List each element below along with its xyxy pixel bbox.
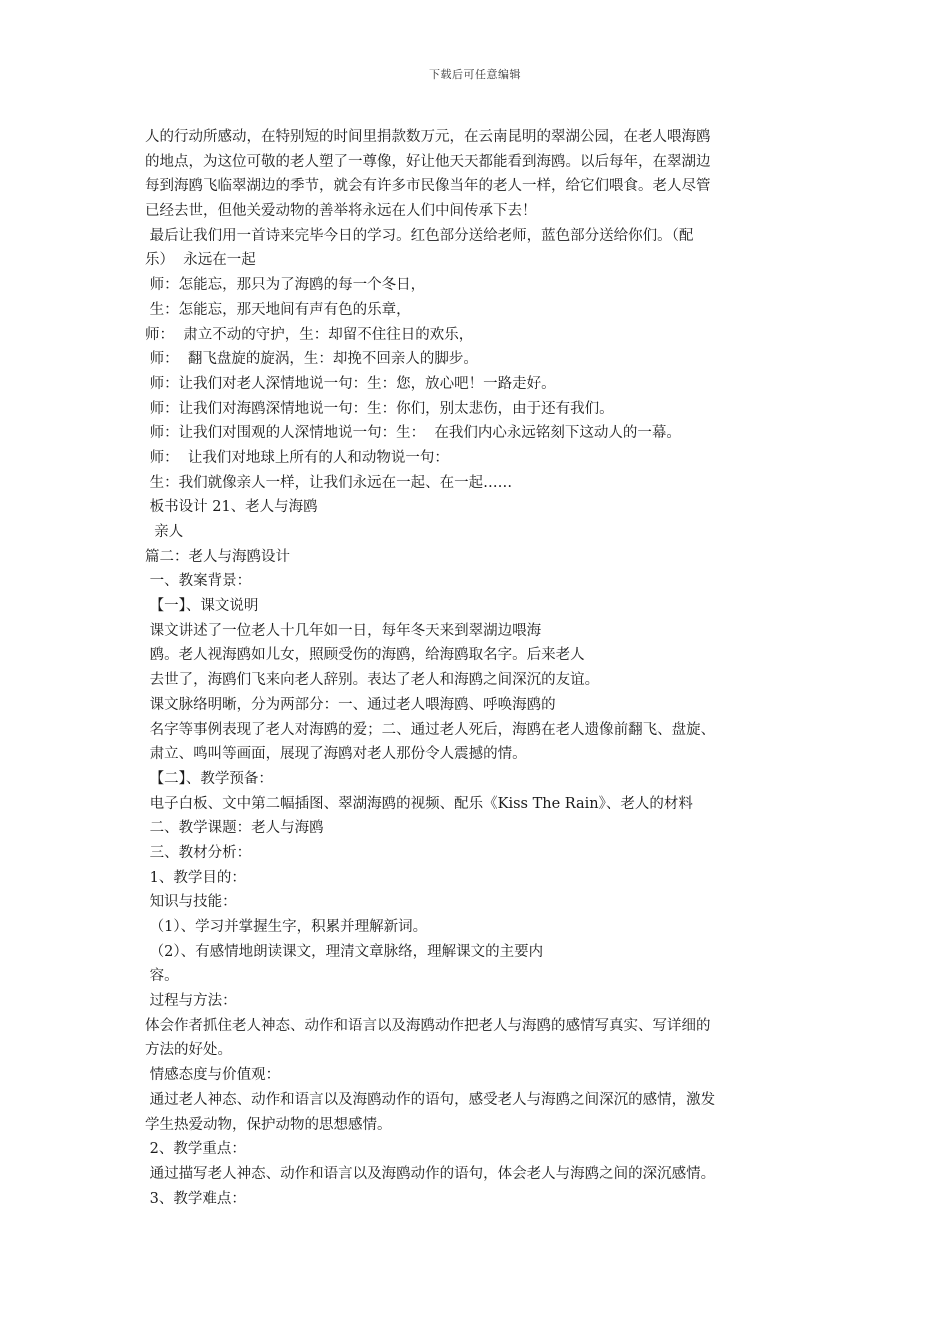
text-line: 【二】、教学预备： (145, 770, 273, 787)
text-line: 最后让我们用一首诗来完毕今日的学习。红色部分送给老师，蓝色部分送给你们。（配 (145, 227, 694, 244)
text-line: 每到海鸥飞临翠湖边的季节，就会有许多市民像当年的老人一样，给它们喂食。老人尽管 (145, 178, 711, 195)
text-line: 师：让我们对海鸥深情地说一句：生：你们，别太悲伤，由于还有我们。 (145, 400, 614, 417)
text-line: 师：让我们对围观的人深情地说一句：生： 在我们内心永远铭刻下这动人的一幕。 (145, 425, 681, 442)
text-line: 二、教学课题：老人与海鸥 (145, 820, 324, 837)
text-line: 师： 肃立不动的守护，生：却留不住往日的欢乐， (145, 326, 474, 343)
text-line: 学生热爱动物，保护动物的思想感情。 (145, 1116, 392, 1133)
text-line: 知识与技能： (145, 894, 237, 911)
text-line: 已经去世，但他关爱动物的善举将永远在人们中间传承下去！ (145, 203, 537, 220)
text-line: 名字等事例表现了老人对海鸥的爱；二、通过老人死后，海鸥在老人遗像前翻飞、盘旋、 (145, 721, 716, 738)
text-line: 人的行动所感动，在特别短的时间里捐款数万元，在云南昆明的翠湖公园，在老人喂海鸥 (145, 129, 711, 145)
text-line: 生：我们就像亲人一样，让我们永远在一起、在一起…… (145, 474, 513, 491)
text-line: 情感态度与价值观： (145, 1067, 281, 1084)
text-line: 【一】、课文说明 (145, 598, 259, 615)
text-line: 电子白板、文中第二幅插图、翠湖海鸥的视频、配乐《Kiss The Rain》、老人的材料 (145, 795, 693, 812)
text-line: 容。 (145, 968, 179, 985)
text-line: 通过老人神态、动作和语言以及海鸥动作的语句，感受老人与海鸥之间深沉的感情，激发 (145, 1091, 716, 1108)
page-header-note: 下载后可任意编辑 (429, 68, 521, 81)
text-line: 亲人 (145, 524, 184, 540)
text-line: 3、教学难点： (145, 1190, 246, 1207)
document-body (145, 125, 810, 1211)
text-line: （2）、有感情地朗读课文，理清文章脉络，理解课文的主要内 (145, 943, 544, 960)
text-line: 三、教材分析： (145, 844, 252, 861)
text-line: （1）、学习并掌握生字，积累并理解新词。 (145, 919, 428, 935)
text-line: 过程与方法： (145, 993, 237, 1010)
text-line: 师：让我们对老人深情地说一句：生：您，放心吧！一路走好。 (145, 375, 556, 392)
text-line: 2、教学重点： (145, 1141, 246, 1158)
text-line: 的地点，为这位可敬的老人塑了一尊像，好让他天天都能看到海鸥。以后每年，在翠湖边 (145, 153, 711, 170)
text-line: 体会作者抓住老人神态、动作和语言以及海鸥动作把老人与海鸥的感情写真实、写详细的 (145, 1017, 711, 1034)
text-line: 师： 翻飞盘旋的旋涡，生：却挽不回亲人的脚步。 (145, 351, 478, 368)
text-line: 一、教案背景： (145, 573, 252, 590)
text-line: 通过描写老人神态、动作和语言以及海鸥动作的语句，体会老人与海鸥之间的深沉感情。 (145, 1165, 716, 1182)
text-line: 课文脉络明晰，分为两部分：一、通过老人喂海鸥、呼唤海鸥的 (145, 696, 556, 713)
text-line: 去世了，海鸥们飞来向老人辞别。表达了老人和海鸥之间深沉的友谊。 (145, 672, 600, 689)
text-line: 乐） 永远在一起 (145, 252, 256, 269)
text-line: 生：怎能忘，那天地间有声有色的乐章， (145, 301, 411, 318)
text-line: 肃立、鸣叫等画面，展现了海鸥对老人那份令人震撼的情。 (145, 746, 527, 763)
text-line: 鸥。老人视海鸥如儿女，照顾受伤的海鸥，给海鸥取名字。后来老人 (145, 647, 585, 664)
text-line: 师：怎能忘，那只为了海鸥的每一个冬日， (145, 277, 426, 294)
section-heading: 篇二：老人与海鸥设计 (145, 548, 290, 565)
text-line: 1、教学目的： (145, 869, 246, 886)
text-line: 课文讲述了一位老人十几年如一日，每年冬天来到翠湖边喂海 (145, 622, 542, 639)
text-line: 师： 让我们对地球上所有的人和动物说一句： (145, 449, 449, 466)
text-line: 板书设计 21、老人与海鸥 (145, 499, 318, 516)
text-line: 方法的好处。 (145, 1042, 232, 1059)
